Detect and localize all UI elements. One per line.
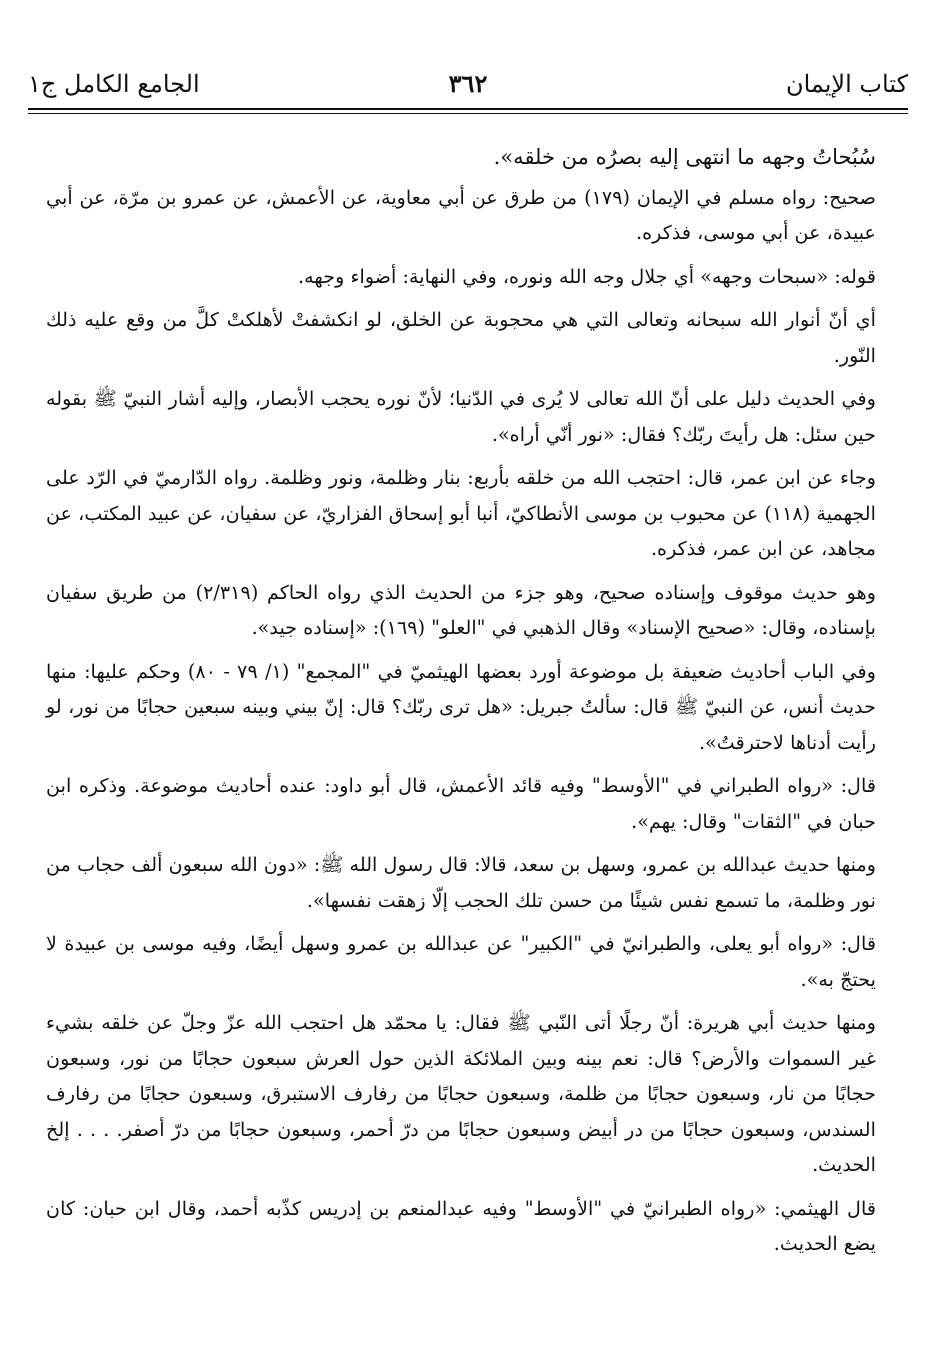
page-number: ٣٦٢ bbox=[448, 69, 488, 98]
book-title: الجامع الكامل ج١ bbox=[28, 70, 200, 98]
paragraph: وفي الحديث دليل على أنّ الله تعالى لا يُرى في الدّنيا؛ لأنّ نوره يحجب الأبصار، وإليه أشار النبيّ ﷺ بقوله حين سئل: هل رأيتَ ربّك؟ فقال: «نور أنّي أراه». bbox=[46, 387, 876, 446]
paragraph: قال الهيثمي: «رواه الطبرانيّ في "الأوسط" وفيه عبدالمنعم بن إدريس كذّبه أحمد، وقال ابن حبان: كان يضع الحديث. bbox=[46, 1196, 876, 1255]
running-header bbox=[28, 64, 908, 104]
paragraph: وفي الباب أحاديث ضعيفة بل موضوعة أورد بعضها الهيثميّ في "المجمع" (١/ ٧٩ - ٨٠) وحكم عليها: منها حديث أنس، عن النبيّ ﷺ قال: سألتُ جبريل: «هل ترى ربّك؟ قال: إنّ بيني وبينه سبعين حجابًا من نور، لو رأيت أدناها لاحترقتُ». bbox=[46, 659, 876, 754]
header-rule bbox=[28, 108, 908, 114]
paragraph: ومنها حديث عبدالله بن عمرو، وسهل بن سعد، قالا: قال رسول الله ﷺ: «دون الله سبعون ألف حجاب من نور وظلمة، ما تسمع نفس شيئًا من حسن تلك الحجب إلّا زهقت نفسها». bbox=[46, 853, 876, 912]
paragraph: وجاء عن ابن عمر، قال: احتجب الله من خلقه بأربع: بنار وظلمة، ونور وظلمة. رواه الدّارميّ في الرّد على الجهمية (١١٨) عن محبوب بن موسى الأنطاكيّ، أنبا أبو إسحاق الفزاريّ، عن سفيان، عن عبيد المكتب، عن مجاهد، عن ابن عمر، فذكره. bbox=[46, 466, 876, 560]
body-text bbox=[46, 140, 876, 1270]
paragraph: قال: «رواه أبو يعلى، والطبرانيّ في "الكبير" عن عبدالله بن عمرو وسهل أيضًا، وفيه موسى بن عبيدة لا يحتجّ به». bbox=[46, 932, 876, 991]
paragraph: أي أنّ أنوار الله سبحانه وتعالى التي هي محجوبة عن الخلق، لو انكشفتْ لأهلكتْ كلَّ من وقع عليه ذلك النّور. bbox=[46, 308, 876, 367]
chapter-title: كتاب الإيمان bbox=[785, 70, 908, 98]
paragraph: وهو حديث موقوف وإسناده صحيح، وهو جزء من الحديث الذي رواه الحاكم (٢/٣١٩) من طريق سفيان بإسناده، وقال: «صحيح الإسناد» وقال الذهبي في "العلو" (١٦٩): «إسناده جيد». bbox=[46, 580, 876, 639]
paragraph: قال: «رواه الطبراني في "الأوسط" وفيه قائد الأعمش، قال أبو داود: عنده أحاديث موضوعة. وذكره ابن حبان في "الثقات" وقال: يهم». bbox=[46, 774, 876, 833]
paragraph: صحيح: رواه مسلم في الإيمان (١٧٩) من طرق عن أبي معاوية، عن الأعمش، عن عمرو بن مرّة، عن أبي عبيدة، عن أبي موسى، فذكره. bbox=[46, 185, 876, 244]
paragraph: قوله: «سبحات وجهه» أي جلال وجه الله ونوره، وفي النهاية: أضواء وجهه. bbox=[298, 264, 876, 288]
paragraph: سُبُحاتُ وجهه ما انتهى إليه بصرُه من خلقه». bbox=[493, 145, 876, 169]
paragraph: ومنها حديث أبي هريرة: أنّ رجلًا أتى النّبي ﷺ فقال: يا محمّد هل احتجب الله عزّ وجلّ عن خلقه بشيء غير السموات والأرض؟ قال: نعم بينه وبين الملائكة الذين حول العرش سبعون حجابًا من نور، وسبعون حجابًا من نار، وسبعون حجابًا من ظلمة، وسبعون حجابًا من رفارف الاستبرق، وسبعون حجابًا من رفارف السندس، وسبعون حجابًا من در أبيض وسبعون حجابًا من درّ أحمر، وسبعون حجابًا من درّ أصفر. . . . إلخ الحديث. bbox=[46, 1011, 876, 1176]
